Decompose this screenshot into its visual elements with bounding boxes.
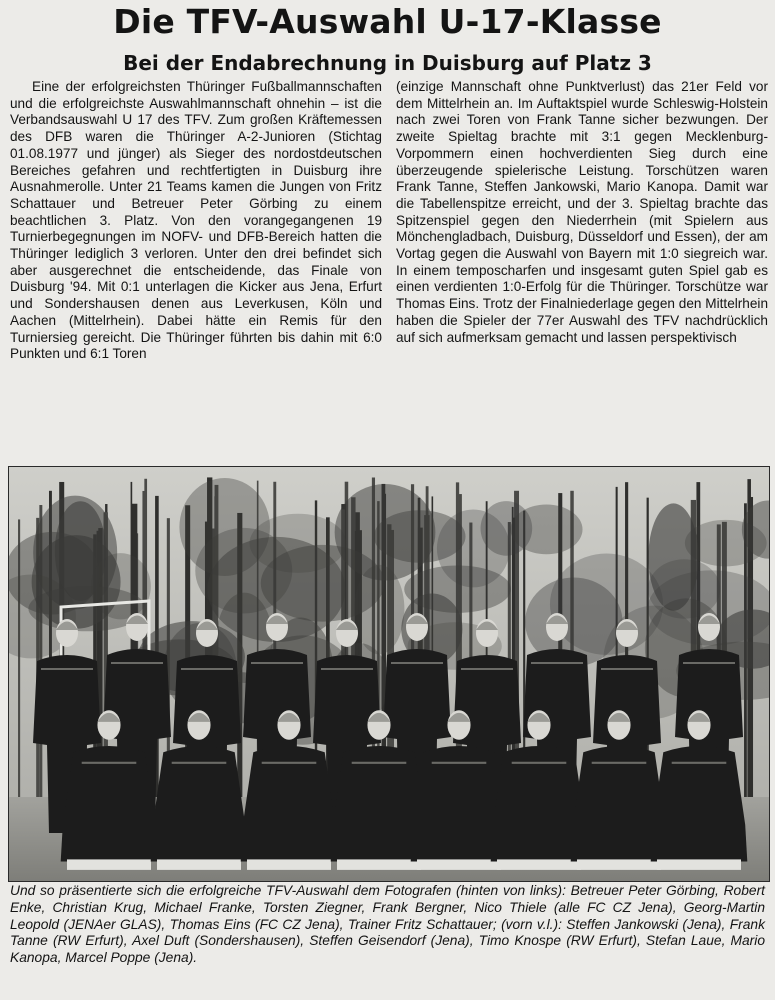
- subheadline: Bei der Endabrechnung in Duisburg auf Platz 3: [123, 51, 652, 75]
- article-column-left: [10, 79, 382, 363]
- article-column-right: [396, 79, 768, 346]
- article-text-right: (einzige Mannschaft ohne Punktverlust) das 21er Feld vor dem Mittelrhein an. Im Auftaktspiel wurde Schleswig-Holstein nach zwei Toren von Frank Tanne sicher bezwungen. Der zweite Spieltag brachte mit 3:1 gegen Mecklenburg-Vorpommern einen hochverdienten Sieg durch eine überzeugende spielerische Leistung. Torschützen waren Frank Tanne, Steffen Jankowski, Mario Kanopa. Damit war die Tabellenspitze erreicht, und der 3. Spieltag brachte das Spitzenspiel gegen den Niederrhein (mit Spielern aus Mönchengladbach, Duisburg, Düsseldorf und Essen), der am Vortag gegen die Auswahl von Bayern mit 1:0 siegreich war. In einem temposcharfen und insgesamt guten Spiel gab es einen verdienten 1:0-Erfolg für die Thüringer. Torschütze war Thomas Eins. Trotz der Finalniederlage gegen den Mittelrhein haben die Spieler der 77er Auswahl des TFV nachdrücklich auf sich aufmerksam gemacht und lassen perspektivisch: [396, 79, 768, 345]
- article-text-left: Eine der erfolgreichsten Thüringer Fußballmannschaften und die erfolgreichste Auswahlmannschaft ohnehin – ist die Verbandsauswahl U 17 des TFV. Zum großen Kräftemessen des DFB waren die Thüringer A-2-Junioren (Stichtag 01.08.1977 und jünger) als Sieger des nordostdeutschen Bereiches gefahren und rechtfertigten in Duisburg ihre Ausnahmerolle. Unter 21 Teams kamen die Jungen von Fritz Schattauer und Betreuer Peter Görbing zu einem beachtlichen 3. Platz. Von den vorangegangenen 19 Turnierbegegnungen im NOFV- und DFB-Bereich hatten die Thüringer lediglich 3 verloren. Unter den drei befindet sich aber ausgerechnet die entscheidende, das Finale von Duisburg '94. Mit 0:1 unterlagen die Kicker aus Jena, Erfurt und Sondershausen denen aus Leverkusen, Köln und Aachen (Mittelrhein). Dabei hätte ein Remis für den Turniersieg gereicht. Die Thüringer führten bis dahin mit 6:0 Punkten und 6:1 Toren: [10, 79, 382, 362]
- headline: Die TFV-Auswahl U-17-Klasse: [113, 2, 662, 41]
- team-photo-image: [9, 467, 769, 881]
- team-photo: [8, 466, 770, 882]
- photo-caption: Und so präsentierte sich die erfolgreiche TFV-Auswahl dem Fotografen (hinten von links): Betreuer Peter Görbing, Robert Enke, Christian Krug, Michael Franke, Torsten Ziegner, Frank Bergner, Nico Thiele (alle FC CZ Jena), Georg-Martin Leopold (JENAer GLAS), Thomas Eins (FC CZ Jena), Trainer Fritz Schattauer; (vorn v.l.): Steffen Jankowski (Jena), Frank Tanne (RW Erfurt), Axel Duft (Sondershausen), Steffen Geisendorf (Jena), Timo Knospe (RW Erfurt), Stefan Laue, Mario Kanopa, Marcel Poppe (Jena).: [10, 883, 765, 966]
